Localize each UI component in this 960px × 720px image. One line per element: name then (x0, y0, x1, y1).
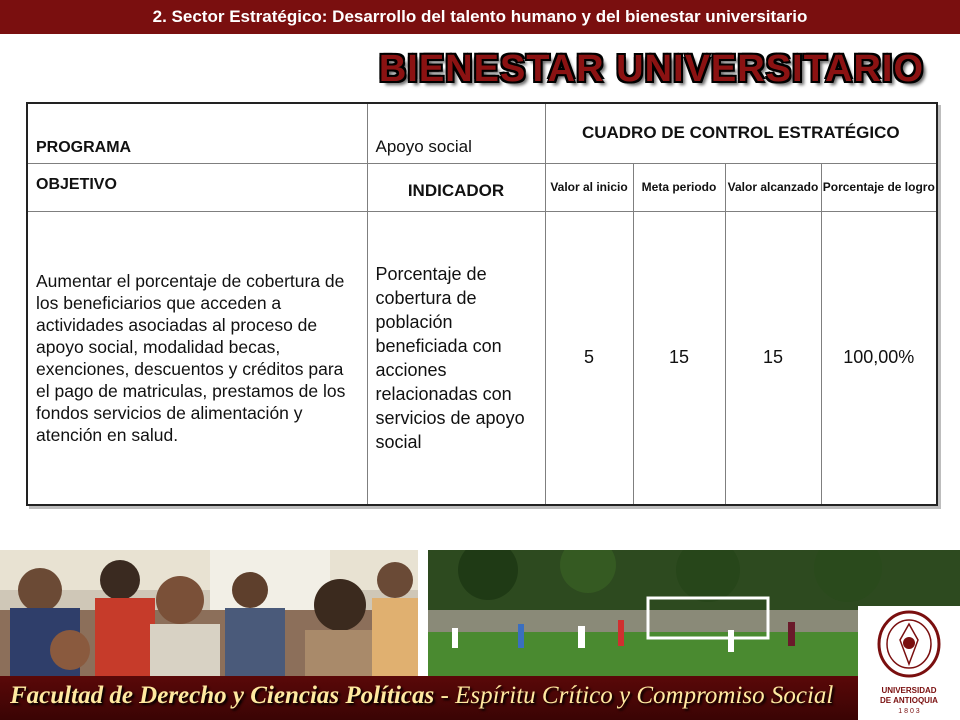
programa-value: Apoyo social (367, 103, 545, 163)
meta-periodo: 15 (633, 211, 725, 505)
control-table (26, 102, 938, 506)
objetivo-text: Aumentar el porcentaje de cobertura de los beneficiarios que acceden a actividades asociadas al proceso de apoyo social, modalidad becas, exenciones, descuentos y créditos para el pago de matriculas, prestamos de los fondos servicios de alimentación y atención en salud. (27, 211, 367, 505)
indicador-label: INDICADOR (367, 163, 545, 211)
page-title: BIENESTAR UNIVERSITARIO (378, 48, 924, 90)
col-header: Porcentaje de logro (821, 163, 937, 211)
logo-line3: 1 8 0 3 (898, 708, 920, 715)
valor-alcanzado: 15 (725, 211, 821, 505)
university-logo (858, 606, 960, 720)
objetivo-label: OBJETIVO (27, 163, 367, 211)
motto: - Espíritu Crítico y Compromiso Social (434, 682, 834, 709)
col-header: Valor al inicio (545, 163, 633, 211)
faculty-name: Facultad de Derecho y Ciencias Políticas (10, 682, 435, 709)
cuadro-label: CUADRO DE CONTROL ESTRATÉGICO (545, 103, 937, 163)
porcentaje-logro: 100,00% (821, 211, 937, 505)
logo-line2: DE ANTIOQUIA (880, 696, 938, 705)
valor-inicio: 5 (545, 211, 633, 505)
programa-label: PROGRAMA (27, 103, 367, 163)
students-photo (0, 550, 418, 676)
logo-line1: UNIVERSIDAD (881, 686, 937, 695)
col-header: Valor alcanzado (725, 163, 821, 211)
sector-banner: 2. Sector Estratégico: Desarrollo del talento humano y del bienestar universitario (0, 0, 960, 34)
footer-text (10, 682, 833, 710)
footer-bar (0, 676, 960, 720)
indicador-text: Porcentaje de cobertura de población beneficiada con acciones relacionadas con servicios de apoyo social (367, 211, 545, 505)
col-header: Meta periodo (633, 163, 725, 211)
